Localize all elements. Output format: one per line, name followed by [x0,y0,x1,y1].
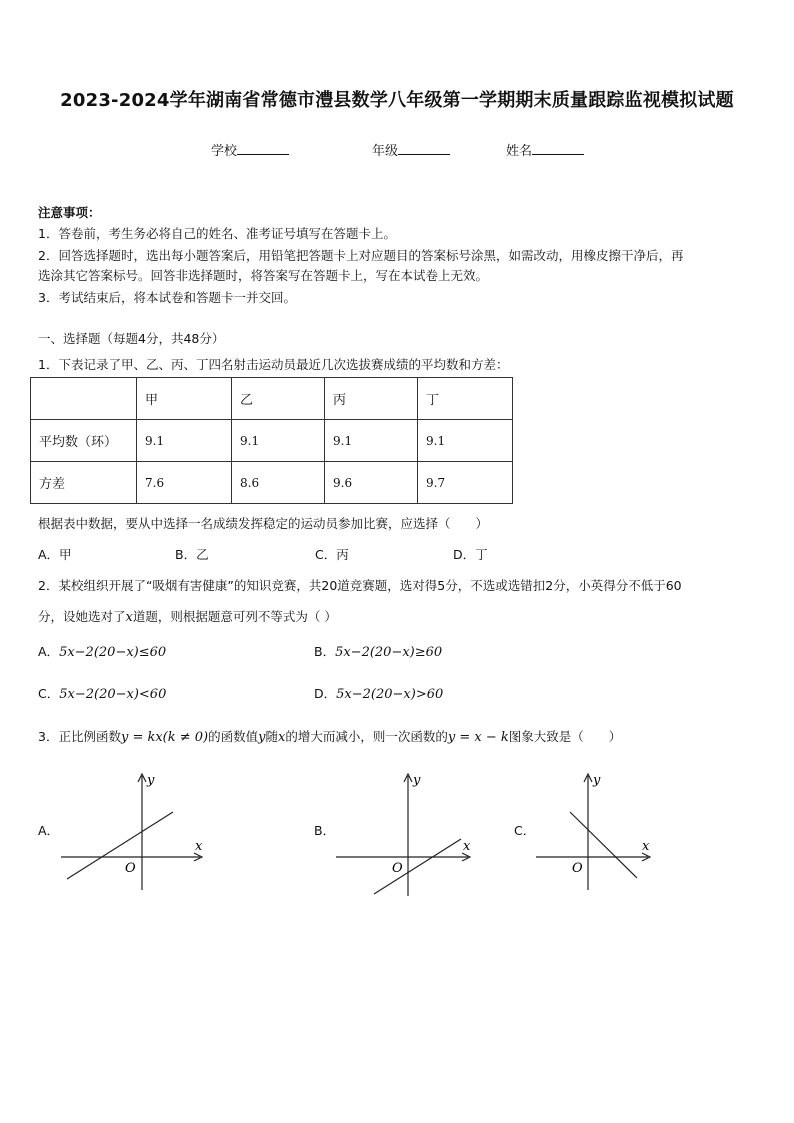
q2-option-b[interactable] [314,642,442,660]
q3-pre: 3．正比例函数 [38,729,121,744]
q3-mid-3: 的增大而减小，则一次函数的 [285,729,448,744]
q2-option-a[interactable] [38,642,166,660]
q2-option-d[interactable] [314,684,443,702]
origin-label: O [125,861,136,876]
q3-graph-b[interactable] [330,768,490,896]
q3-mid-2: 随 [265,729,279,744]
q2-line-1: 2．某校组织开展了“吸烟有害健康”的知识竞赛，共20道竞赛题，选对得5分，不选或选错扣2分，小英得分不低于60 [38,578,682,593]
q1-table [30,377,513,504]
school-label: 学校 [211,144,238,159]
q2-option-b-label: B． [314,644,336,659]
q1-stem: 1．下表记录了甲、乙、丙、丁四名射击运动员最近几次选拔赛成绩的平均数和方差： [38,357,509,372]
q3-option-a[interactable]: A． [38,823,60,838]
table-cell: 9.1 [232,420,325,462]
name-field [506,140,584,159]
table-cell: 丁 [418,378,513,420]
function-line [374,839,461,894]
q2-line-2-pre: 分，设她选对了 [38,609,126,624]
q3-mid-1: 的函数值 [208,729,259,744]
table-cell: 方差 [31,462,137,504]
notes-item-2-line-1: 2．回答选择题时，选出每小题答案后，用铅笔把答题卡上对应题目的答案标号涂黑，如需改动，用橡皮擦干净后，再 [38,248,684,263]
grade-field [372,140,450,159]
notes-item-1: 1．答卷前，考生务必将自己的姓名、准考证号填写在答题卡上。 [38,226,396,241]
y-axis-label: y [413,773,421,788]
q1-option-a[interactable]: A．甲 [38,547,72,562]
q2-option-c-expr: 5x−2(20−x)<60 [59,687,167,702]
q1-option-c[interactable]: C．丙 [315,547,349,562]
school-blank[interactable] [237,142,289,155]
grade-blank[interactable] [398,142,450,155]
x-axis-label: x [463,839,471,854]
table-cell: 9.6 [325,462,418,504]
q2-variable: x [125,610,133,625]
q1-followup: 根据表中数据，要从中选择一名成绩发挥稳定的运动员参加比赛，应选择（ ） [38,516,489,531]
q1-option-d[interactable]: D．丁 [453,547,488,562]
name-label: 姓名 [506,144,533,159]
notes-item-2-line-2: 选涂其它答案标号。回答非选择题时，将答案写在答题卡上，写在本试卷上无效。 [38,268,489,283]
x-axis-label: x [642,839,650,854]
q2-option-c[interactable] [38,684,166,702]
table-cell: 甲 [137,378,232,420]
q2-option-a-expr: 5x−2(20−x)≤60 [59,645,167,660]
function-line [67,812,173,879]
q2-option-c-label: C． [38,686,60,701]
q2-option-d-label: D． [314,686,337,701]
x-axis-label: x [195,839,203,854]
notes-item-3: 3．考试结束后，将本试卷和答题卡一并交回。 [38,290,296,305]
origin-label: O [572,861,583,876]
y-axis-label: y [147,773,155,788]
q3-post: 图象大致是（ ） [508,729,622,744]
q3-var-y: y [258,730,266,745]
table-cell: 9.1 [418,420,513,462]
table-cell: 丙 [325,378,418,420]
q3-option-c[interactable]: C． [514,823,536,838]
q3-function-1: y = kx(k ≠ 0) [120,730,209,745]
q3-graph-c[interactable] [530,768,680,896]
q3-option-b[interactable]: B． [314,823,336,838]
notes-heading: 注意事项： [38,205,101,220]
table-cell [31,378,137,420]
q3-var-x: x [278,730,286,745]
q2-line-2 [38,607,337,625]
table-cell: 平均数（环） [31,420,137,462]
name-blank[interactable] [532,142,584,155]
q3-graph-a[interactable] [55,768,215,896]
q3-function-2: y = x − k [447,730,509,745]
q2-option-d-expr: 5x−2(20−x)>60 [336,687,444,702]
q1-option-b[interactable]: B．乙 [175,547,209,562]
q3-stem [38,727,621,745]
table-cell: 9.7 [418,462,513,504]
q2-option-a-label: A． [38,644,60,659]
school-field [211,140,289,159]
table-row [31,420,513,462]
q2-line-2-post: 道题，则根据题意可列不等式为（ ） [132,609,337,624]
table-row [31,462,513,504]
table-cell: 9.1 [325,420,418,462]
origin-label: O [392,861,403,876]
table-cell: 7.6 [137,462,232,504]
grade-label: 年级 [372,144,399,159]
table-cell: 乙 [232,378,325,420]
y-axis-label: y [593,773,601,788]
q2-option-b-expr: 5x−2(20−x)≥60 [335,645,443,660]
table-cell: 8.6 [232,462,325,504]
table-header-row [31,378,513,420]
page-title: 2023-2024学年湖南省常德市澧县数学八年级第一学期期末质量跟踪监视模拟试题 [60,90,734,111]
section-heading: 一、选择题（每题4分，共48分） [38,331,225,346]
table-cell: 9.1 [137,420,232,462]
